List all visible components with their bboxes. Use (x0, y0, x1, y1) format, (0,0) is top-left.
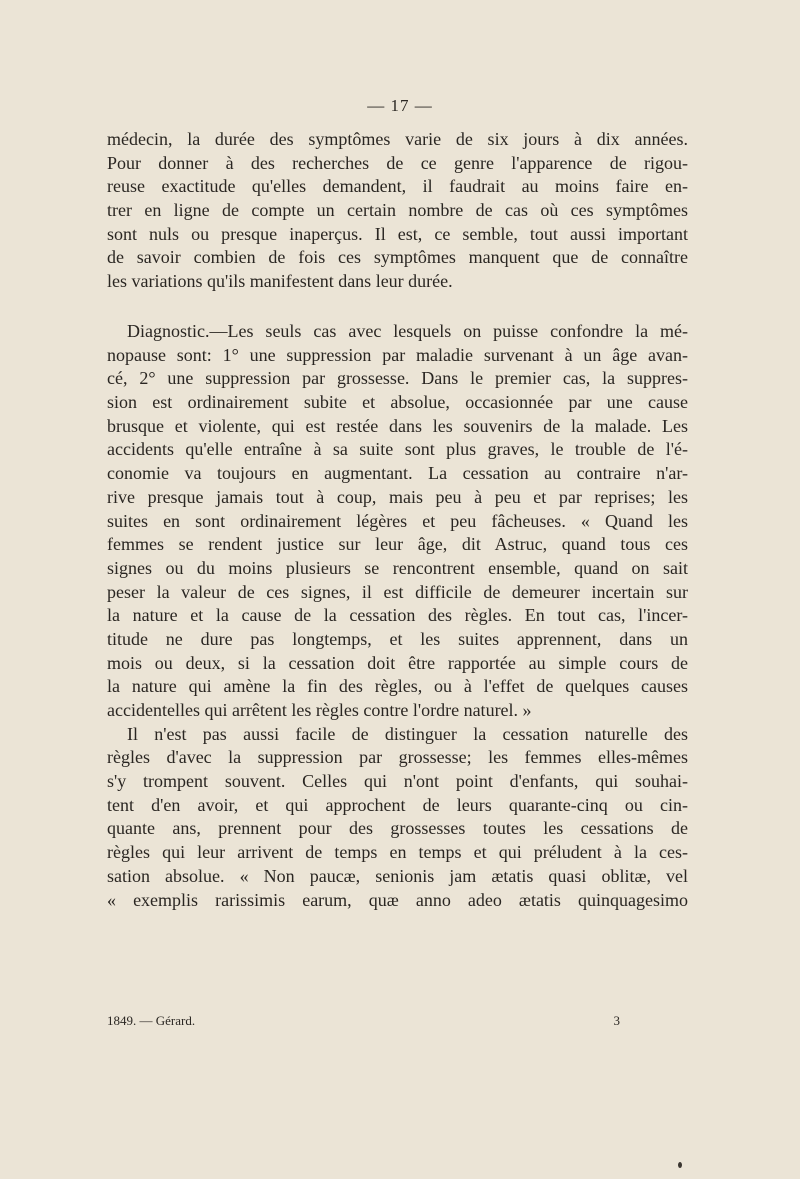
text-line: règles d'avec la suppression par grossesse; les femmes elles-mêmes (107, 747, 688, 768)
text-line: femmes se rendent justice sur leur âge, dit Astruc, quand tous ces (107, 534, 688, 555)
text-line: suites en sont ordinairement légères et peu fâcheuses. « Quand les (107, 510, 688, 531)
text-line: mois ou deux, si la cessation doit être rapportée au simple cours de (107, 652, 688, 673)
text-line: peser la valeur de ces signes, il est difficile de demeurer incertain sur (107, 581, 688, 602)
text-line: quante ans, prennent pour des grossesses toutes les cessations de (107, 818, 688, 839)
text-line: médecin, la durée des symptômes varie de six jours à dix années. (107, 129, 688, 149)
text-line: titude ne dure pas longtemps, et les suites apprennent, dans un (107, 628, 688, 649)
sheet-number: 3 (613, 1013, 620, 1028)
text-line: sont nuls ou presque inaperçus. Il est, ce semble, tout aussi important (107, 223, 688, 244)
text-line: Il n'est pas aussi facile de distinguer la cessation naturelle des (127, 723, 688, 744)
paragraph-diagnostic (107, 320, 688, 912)
text-line: cé, 2° une suppression par grossesse. Dans le premier cas, la suppres- (107, 368, 688, 389)
text-line: signes ou du moins plusieurs se rencontrent ensemble, quand on sait (107, 557, 688, 578)
text-line: sion est ordinairement subite et absolue, occasionnée par une cause (107, 392, 688, 413)
text-line: conomie va toujours en augmentant. La cessation au contraire n'ar- (107, 463, 688, 484)
page-number: — 17 — (367, 96, 433, 115)
text-line: trer en ligne de compte un certain nombre de cas où ces symptômes (107, 200, 688, 221)
text-line: la nature et la cause de la cessation des règles. En tout cas, l'incer- (107, 605, 688, 626)
text-line: brusque et violente, qui est restée dans les souvenirs de la malade. Les (107, 415, 688, 436)
text-line: accidents qu'elle entraîne à sa suite sont plus graves, le trouble de l'é- (107, 439, 688, 460)
text-line: règles qui leur arrivent de temps en temps et qui préludent à la ces- (107, 842, 688, 863)
text-line: les variations qu'ils manifestent dans leur durée. (107, 271, 453, 292)
text-line: « exemplis rarissimis earum, quæ anno adeo ætatis quinquagesimo (107, 889, 688, 910)
text-line: Diagnostic.—Les seuls cas avec lesquels on puisse confondre la mé- (127, 321, 688, 341)
text-line: de savoir combien de fois ces symptômes manquent que de connaître (107, 247, 688, 268)
text-line: la nature qui amène la fin des règles, ou à l'effet de quelques causes (107, 676, 688, 697)
text-line: s'y trompent souvent. Celles qui n'ont point d'enfants, qui souhai- (107, 771, 688, 792)
printer-signature: 1849. — Gérard. (107, 1013, 196, 1028)
text-line: nopause sont: 1° une suppression par maladie survenant à un âge avan- (107, 344, 688, 365)
text-line: rive presque jamais tout à coup, mais peu à peu et par reprises; les (107, 486, 688, 507)
text-line: accidentelles qui arrêtent les règles contre l'ordre naturel. » (107, 700, 532, 720)
text-line: sation absolue. « Non paucæ, senionis jam ætatis quasi oblitæ, vel (107, 865, 688, 886)
text-line: reuse exactitude qu'elles demandent, il faudrait au moins faire en- (107, 176, 688, 197)
paragraph-symptoms (107, 128, 688, 294)
text-line: Pour donner à des recherches de ce genre l'apparence de rigou- (107, 152, 688, 173)
ink-speck (678, 1162, 682, 1168)
text-line: tent d'en avoir, et qui approchent de leurs quarante-cinq ou cin- (107, 794, 688, 815)
